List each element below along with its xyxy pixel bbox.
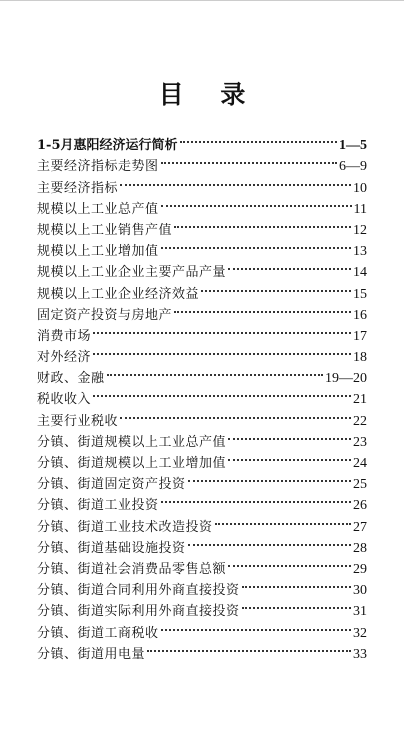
toc-entry-page-number: 15 [353,286,367,302]
toc-entry-label: 分镇、街道实际利用外商直接投资 [37,604,240,620]
toc-entry-page-number: 13 [353,244,367,260]
dot-leader [241,573,352,594]
dot-leader [106,361,324,382]
toc-entry-page-number: 23 [353,434,367,450]
toc-entry-label: 对外经济 [37,350,92,366]
dot-leader [146,637,352,658]
toc-entry-label: 规模以上工业总产值 [37,201,159,217]
dot-leader [119,403,352,424]
toc-entry-page-number: 21 [353,392,367,408]
dot-leader [227,425,352,446]
toc-entry-page-number: 25 [353,477,367,493]
toc-entry-page-number: 10 [353,180,367,196]
toc-entry-page-number: 28 [353,540,367,556]
dot-leader [92,382,352,403]
dot-leader [160,615,352,636]
dot-leader [119,170,352,191]
toc-entry-page-number: 11 [353,201,367,217]
toc-entry-label: 主要行业税收 [37,413,119,429]
toc-entry-label: 规模以上工业企业经济效益 [37,286,200,302]
dot-leader [241,594,352,615]
toc-entry-page-number: 27 [353,519,367,535]
toc-entry-label: 分镇、街道基础设施投资 [37,540,186,556]
toc-entry [37,128,367,154]
toc-entry-label: 固定资产投资与房地产 [37,307,173,323]
toc-entry-page-number: 24 [353,456,367,471]
dot-leader [227,552,352,573]
toc-entry-page-number: 26 [353,498,367,514]
toc-entry-label: 主要经济指标走势图 [37,159,159,175]
toc-entry-page-number: 16 [353,307,367,323]
toc-entry-label: 消费市场 [37,328,92,344]
toc-entry-label: 主要经济指标 [37,180,119,196]
toc-entry-page-number: 29 [353,561,367,577]
toc-entry-label: 分镇、街道社会消费品零售总额 [37,561,227,577]
toc-entry-page-number: 17 [353,328,367,344]
toc-entry-page-number: 19—20 [325,371,367,387]
toc-entry-label: 分镇、街道合同利用外商直接投资 [37,583,240,599]
toc-entry-label: 分镇、街道工商税收 [37,625,159,641]
dot-leader [160,149,338,170]
toc-entry-label: 规模以上工业销售产值 [37,222,173,238]
toc-entry-page-number: 14 [353,265,367,281]
toc-entry-page-number: 6—9 [339,159,367,175]
toc-entry-label: 税收收入 [37,392,92,408]
dot-leader [200,276,352,297]
page-title: 目 录 [158,79,260,109]
toc-entry-label: 规模以上工业企业主要产品产量 [37,265,227,281]
dot-leader [92,319,352,340]
dot-leader [160,234,352,255]
toc-entry-label: 规模以上工业增加值 [37,244,159,260]
toc-entry-label: 分镇、街道规模以上工业增加值 [37,456,227,471]
toc-entry-label: 财政、金融 [37,371,105,387]
toc-entry-page-number: 1—5 [339,138,367,154]
dot-leader [160,488,352,509]
table-of-contents [37,128,367,662]
dot-leader [227,446,352,467]
toc-entry-label: 1-5月惠阳经济运行简析 [37,138,178,154]
dot-leader [92,340,352,361]
toc-entry-page-number: 30 [353,583,367,599]
toc-entry-page-number: 18 [353,350,367,366]
toc-entry-page-number: 32 [353,625,367,641]
toc-entry-page-number: 31 [353,604,367,620]
dot-leader [179,128,339,149]
dot-leader [214,509,352,530]
dot-leader [187,467,352,488]
dot-leader [173,298,352,319]
toc-entry-label: 分镇、街道工业投资 [37,498,159,514]
toc-entry-page-number: 12 [353,222,367,238]
dot-leader [187,531,352,552]
dot-leader [173,213,352,234]
top-border-line [0,0,404,1]
toc-entry-label: 分镇、街道固定资产投资 [37,477,186,493]
toc-entry-label: 分镇、街道用电量 [37,646,146,662]
dot-leader [160,192,353,213]
dot-leader [227,255,352,276]
toc-entry-page-number: 22 [353,413,367,429]
toc-entry-label: 分镇、街道规模以上工业总产值 [37,434,227,450]
toc-entry-label: 分镇、街道工业技术改造投资 [37,519,213,535]
toc-entry-page-number: 33 [353,646,367,662]
